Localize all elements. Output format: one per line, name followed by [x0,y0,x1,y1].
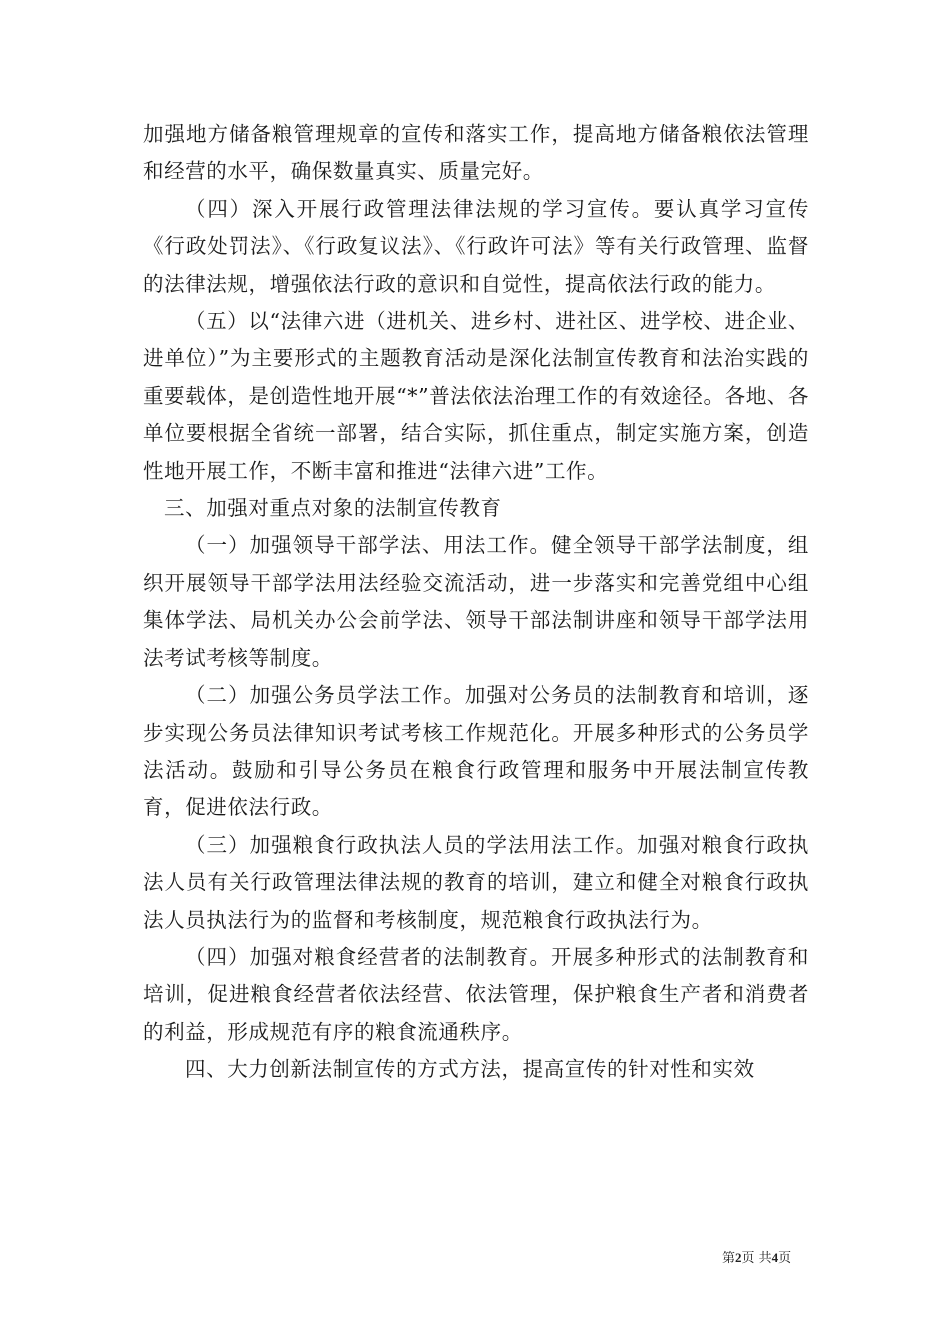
paragraph-six-advances: （五）以“法律六进（进机关、进乡村、进社区、进学校、进企业、进单位）”为主要形式的主题教育活动是深化法制宣传教育和法治实践的重要载体，是创造性地开展“*”普法依法治理工作的有效途径。各地、各单位要根据全省统一部署，结合实际，抓住重点，制定实施方案，创造性地开展工作，不断丰富和推进“法律六进”工作。 [143,309,810,483]
footer-prefix: 第 [722,1251,736,1266]
paragraph-administrative-law: （四）深入开展行政管理法律法规的学习宣传。要认真学习宣传《行政处罚法》、《行政复议法》、《行政许可法》等有关行政管理、监督的法律法规，增强依法行政的意识和自觉性，提高依法行政的能力。 [143,196,809,296]
paragraph-law-enforcement: （三）加强粮食行政执法人员的学法用法工作。加强对粮食行政执法人员有关行政管理法律法规的教育的培训，建立和健全对粮食行政执法人员执法行为的监督和考核制度，规范粮食行政执法行为。 [143,832,809,932]
footer-suffix: 页 [778,1251,792,1266]
paragraph-grain-operators: （四）加强对粮食经营者的法制教育。开展多种形式的法制教育和培训，促进粮食经营者依法经营、依法管理，保护粮食生产者和消费者的利益，形成规范有序的粮食流通秩序。 [143,944,809,1044]
page-number-footer [722,1247,791,1266]
section-heading-innovation: 四、大力创新法制宣传的方式方法，提高宣传的针对性和实效 [185,1057,755,1082]
footer-middle: 页 共 [741,1251,772,1266]
paragraph-continuation: 加强地方储备粮管理规章的宣传和落实工作，提高地方储备粮依法管理和经营的水平，确保数量真实、质量完好。 [143,122,809,184]
document-body [143,116,809,1089]
paragraph-leading-cadres: （一）加强领导干部学法、用法工作。健全领导干部学法制度，组织开展领导干部学法用法经验交流活动，进一步落实和完善党组中心组集体学法、局机关办公会前学法、领导干部法制讲座和领导干部学法用法考试考核等制度。 [143,533,809,670]
footer-total-pages: 4 [771,1250,779,1265]
footer-current-page: 2 [735,1250,742,1265]
paragraph-civil-servants: （二）加强公务员学法工作。加强对公务员的法制教育和培训，逐步实现公务员法律知识考试考核工作规范化。开展多种形式的公务员学法活动。鼓励和引导公务员在粮食行政管理和服务中开展法制宣传教育，促进依法行政。 [143,683,809,820]
section-heading-key-targets: 三、加强对重点对象的法制宣传教育 [164,496,502,521]
